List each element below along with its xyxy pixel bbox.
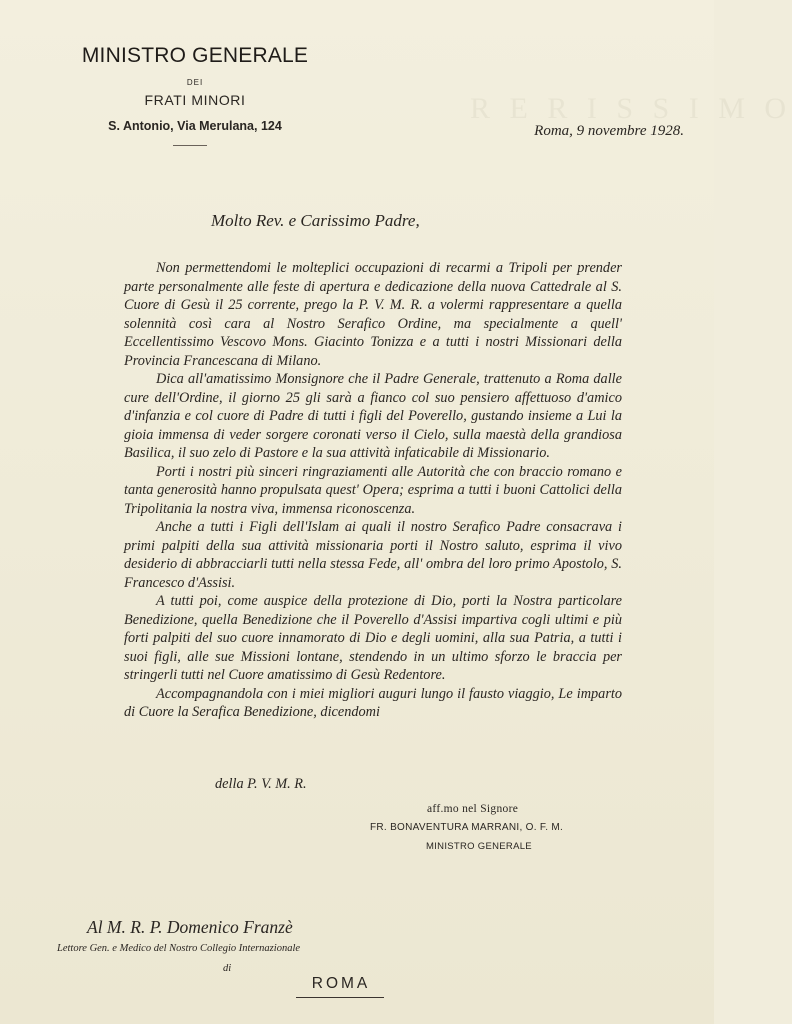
letterhead-order: FRATI MINORI — [144, 92, 246, 108]
city-underline — [296, 997, 384, 998]
signature-title: MINISTRO GENERALE — [426, 841, 532, 852]
paragraph: Dica all'amatissimo Monsignore che il Padre Generale, trattenuto a Roma dalle cure dell'Ordine, il giorno 25 gli sarà a fianco col suo pensiero affettuoso d'amico d'infanzia e col cuore di Padre di tutti i figli del Poverello, gustando insieme a Lui la gioia immensa di veder sorgere coronati verso il Cielo, sulla maestà della grandiosa Basilica, il suo zelo di Pastore e la sua attività infaticabile di Missionario. — [124, 371, 622, 461]
letterhead-dei: DEI — [186, 78, 204, 87]
addressee-di: di — [223, 963, 232, 974]
letterhead-address: S. Antonio, Via Merulana, 124 — [108, 119, 282, 133]
addressee-role: Lettore Gen. e Medico del Nostro Collegio Internazionale — [57, 943, 301, 954]
paragraph: Porti i nostri più sinceri ringraziamenti alle Autorità che con braccio romano e tanta generosità hanno propulsata quest' Opera; esprima a tutti i buoni Cattolici della Tripolitania la nostra viva, immensa riconoscenza. — [124, 463, 622, 517]
paragraph: Non permettendomi le molteplici occupazioni di recarmi a Tripoli per prender parte personalmente alle feste di apertura e dedicazione della nuova Cattedrale al S. Cuore di Gesù il 25 corrente, prego la P. V. M. R. a volermi rappresentare a quella solennità così cara al Nostro Serafico Ordine, ma specialmente a quell' Eccellentissimo Vescovo Mons. Giacinto Tonizza e a tutti i nostri Missionari della Provincia Francescana di Milano. — [124, 260, 622, 369]
letter-date: Roma, 9 novembre 1928. — [534, 123, 684, 139]
letterhead-divider — [173, 145, 207, 146]
salutation: Molto Rev. e Carissimo Padre, — [211, 211, 420, 230]
letterhead-title: MINISTRO GENERALE — [81, 44, 309, 67]
addressee-name: Al M. R. P. Domenico Franzè — [87, 917, 293, 937]
paragraph: A tutti poi, come auspice della protezione di Dio, porti la Nostra particolare Benedizione, quella Benedizione che il Poverello d'Assisi impartiva cogli ultimi e più forti palpiti del suo cuore innamorato di Dio e degli uomini, alla sua Patria, a tutti i suoi figli, alle sue Missioni lontane, stendendo in un ultimo sforzo le braccia per stringerli tutti nel Cuore amatissimo di Gesù Redentore. — [124, 593, 622, 683]
paragraph: Accompagnandola con i miei migliori auguri lungo il fausto viaggio, Le imparto di Cuore la Serafica Benedizione, dicendomi — [124, 685, 622, 720]
letter-body — [124, 259, 622, 722]
signature-valediction: aff.mo nel Signore — [427, 803, 519, 815]
closing-line: della P. V. M. R. — [215, 776, 307, 792]
signature-name: FR. BONAVENTURA MARRANI, O. F. M. — [370, 822, 564, 833]
addressee-city: ROMA — [311, 975, 371, 992]
bleed-through-text: R E R I S S I M O — [470, 92, 792, 125]
paragraph: Anche a tutti i Figli dell'Islam ai quali il nostro Serafico Padre consacrava i primi palpiti della sua attività missionaria porti il Nostro saluto, esprima il vivo desiderio di abbracciarli tutti nella stessa Fede, all' ombra del loro primo Apostolo, S. Francesco d'Assisi. — [124, 519, 622, 591]
